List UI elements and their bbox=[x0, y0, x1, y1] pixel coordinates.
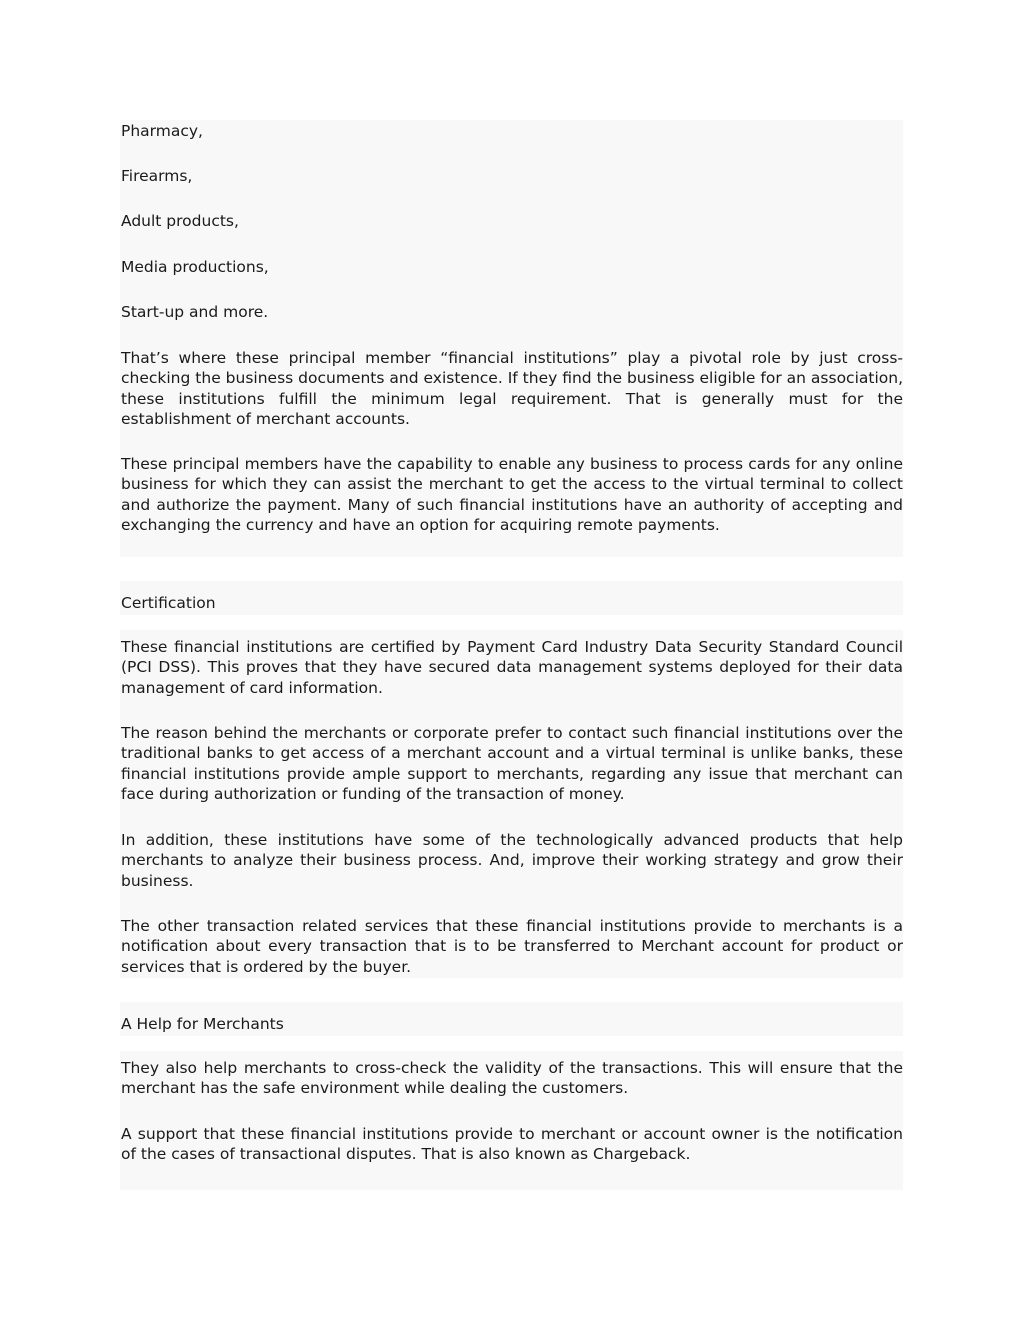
list-item: Pharmacy, bbox=[121, 122, 203, 140]
body-paragraph: That’s where these principal member “financial institutions” play a pivotal role by just cross-checking the business documents and existence. If they find the business eligible for an association, these institutions fulfill the minimum legal requirement. That is generally must for the establishment of merchant accounts. bbox=[121, 349, 903, 428]
body-paragraph: These financial institutions are certified by Payment Card Industry Data Security Standard Council (PCI DSS). This proves that they have secured data management systems deployed for their data management of card information. bbox=[121, 638, 903, 697]
body-paragraph: In addition, these institutions have some of the technologically advanced products that help merchants to analyze their business process. And, improve their working strategy and grow their business. bbox=[121, 831, 903, 890]
list-item: Media productions, bbox=[121, 258, 269, 276]
body-paragraph: They also help merchants to cross-check the validity of the transactions. This will ensure that the merchant has the safe environment while dealing the customers. bbox=[121, 1059, 903, 1098]
body-paragraph: The reason behind the merchants or corporate prefer to contact such financial institutions over the traditional banks to get access of a merchant account and a virtual terminal is unlike banks, these financial institutions provide ample support to merchants, regarding any issue that merchant can face during authorization or funding of the transaction of money. bbox=[121, 724, 903, 803]
body-paragraph: A support that these financial institutions provide to merchant or account owner is the notification of the cases of transactional disputes. That is also known as Chargeback. bbox=[121, 1125, 903, 1164]
section-heading-certification: Certification bbox=[121, 594, 216, 612]
list-item: Adult products, bbox=[121, 212, 239, 230]
body-paragraph: These principal members have the capability to enable any business to process cards for any online business for which they can assist the merchant to get the access to the virtual terminal to collect and authorize the payment. Many of such financial institutions have an authority of accepting and exchanging the currency and have an option for acquiring remote payments. bbox=[121, 455, 903, 534]
section-heading-help: A Help for Merchants bbox=[121, 1015, 284, 1033]
shaded-block-certification-heading bbox=[120, 581, 903, 615]
list-item: Start-up and more. bbox=[121, 303, 269, 321]
list-item: Firearms, bbox=[121, 167, 193, 185]
body-paragraph: The other transaction related services that these financial institutions provide to merchants is a notification about every transaction that is to be transferred to Merchant account for product or services that is ordered by the buyer. bbox=[121, 917, 903, 976]
